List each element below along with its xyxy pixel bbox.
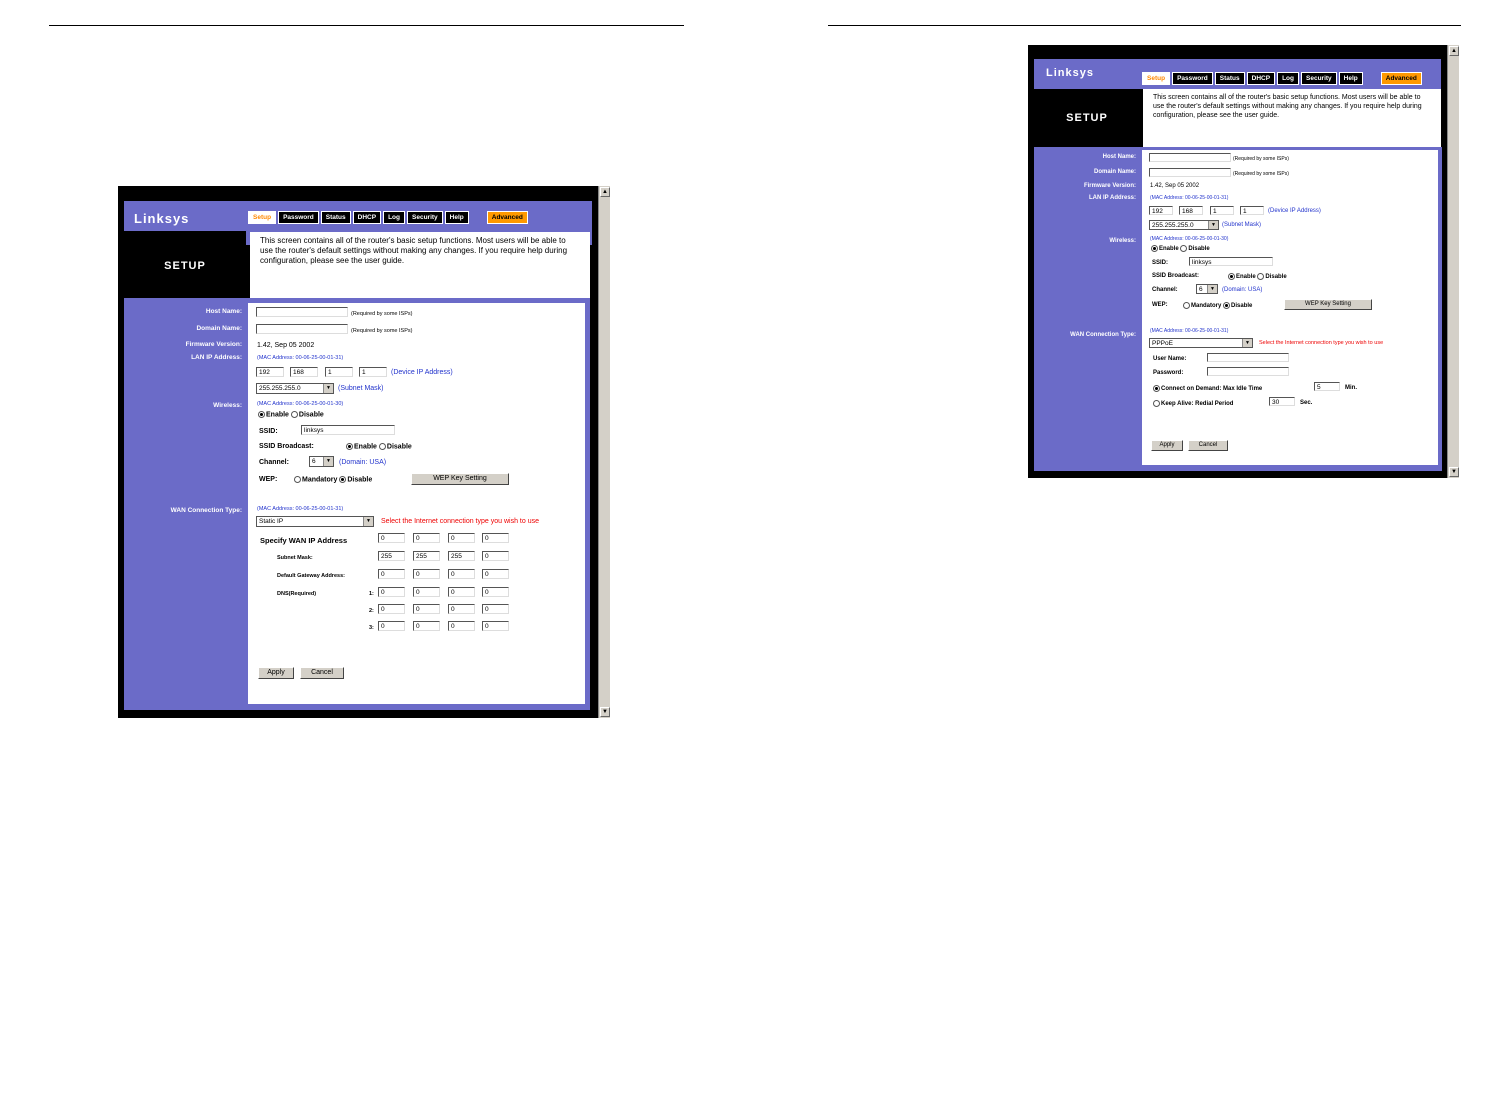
firmware-label: Firmware Version: [1083, 183, 1136, 189]
wan-type-select[interactable] [256, 516, 374, 527]
lan-ip-octet-3[interactable]: 1 [1210, 206, 1234, 215]
wep-label: WEP: [1152, 302, 1168, 308]
host-name-input[interactable] [256, 307, 348, 317]
lan-mac-address: (MAC Address: 00-06-25-00-01-31) [1150, 195, 1229, 201]
form-area [248, 303, 585, 704]
lan-ip-octet-2[interactable]: 168 [290, 367, 318, 377]
intro-text: This screen contains all of the router's basic setup functions. Most users will be able to use the router's default settings without making any changes. If you require help during configuration, please see the user guide. [250, 232, 590, 298]
ssid-broadcast-disable-label: Disable [1265, 274, 1287, 281]
subnet-mask-octet-2[interactable]: 255 [413, 551, 440, 561]
tab-help[interactable]: Help [1339, 72, 1363, 85]
min-label: Min. [1345, 385, 1357, 391]
subnet-mask-label: Subnet Mask: [277, 555, 313, 561]
wep-mandatory-label: Mandatory [302, 476, 338, 484]
wep-key-setting-button[interactable]: WEP Key Setting [411, 473, 509, 485]
tab-log[interactable]: Log [383, 211, 405, 224]
setup-screenshot-static-ip [118, 186, 610, 718]
wan-ip-octet-4[interactable]: 0 [482, 533, 509, 543]
ssid-broadcast-disable-label: Disable [386, 443, 412, 451]
wan-type-label: WAN Connection Type: [1070, 332, 1136, 338]
ssid-broadcast-enable-radio[interactable] [1228, 273, 1235, 280]
tab-advanced[interactable]: Advanced [1381, 72, 1422, 85]
cancel-button[interactable]: Cancel [300, 667, 344, 679]
tab-setup[interactable]: Setup [1142, 72, 1170, 85]
page-title: SETUP [124, 231, 246, 301]
dns3-label: 3: [369, 625, 374, 631]
wireless-enable-radio[interactable] [258, 411, 265, 418]
wan-ip-octet-3[interactable]: 0 [448, 533, 475, 543]
chevron-down-icon: ▼ [323, 384, 333, 393]
channel-select[interactable] [309, 456, 334, 467]
wan-ip-octet-1[interactable]: 0 [378, 533, 405, 543]
device-ip-note: (Device IP Address) [1268, 208, 1321, 214]
page-rule-left [49, 25, 684, 26]
gateway-octet-4[interactable]: 0 [482, 569, 509, 579]
wan-type-note: Select the Internet connection type you wish to use [1259, 340, 1384, 346]
dns2-octet-1[interactable]: 0 [378, 604, 405, 614]
ssid-input[interactable]: linksys [301, 425, 395, 435]
host-name-input[interactable] [1149, 153, 1231, 162]
ssid-broadcast-enable-label: Enable [1236, 274, 1256, 281]
tab-dhcp[interactable]: DHCP [1247, 72, 1275, 85]
wireless-label: Wireless: [1109, 238, 1136, 244]
wireless-enable-label: Enable [1159, 246, 1179, 253]
user-name-label: User Name: [1153, 356, 1187, 362]
scroll-down-icon[interactable]: ▼ [600, 707, 610, 717]
user-name-input[interactable] [1207, 353, 1289, 362]
host-name-label: Host Name: [1102, 154, 1136, 160]
connect-on-demand-label: Connect on Demand: Max Idle Time [1161, 386, 1263, 393]
wep-mandatory-radio[interactable] [1183, 302, 1190, 309]
cancel-button[interactable]: Cancel [1188, 440, 1228, 451]
domain-name-label: Domain Name: [1093, 169, 1136, 175]
wep-radio-group [1183, 302, 1252, 309]
wep-label: WEP: [259, 476, 278, 483]
dns3-octet-2[interactable]: 0 [413, 621, 440, 631]
intro-text: This screen contains all of the router's basic setup functions. Most users will be able to use the router's default settings without making any changes. If you require help during configuration, please see the user guide. [1143, 89, 1441, 147]
tab-security[interactable]: Security [1301, 72, 1337, 85]
dns3-octet-1[interactable]: 0 [378, 621, 405, 631]
ssid-broadcast-label: SSID Broadcast: [259, 443, 314, 450]
ssid-broadcast-disable-radio[interactable] [1257, 273, 1264, 280]
apply-button[interactable]: Apply [1151, 440, 1183, 451]
tab-advanced[interactable]: Advanced [487, 211, 528, 224]
tab-log[interactable]: Log [1277, 72, 1299, 85]
wireless-disable-radio[interactable] [1180, 245, 1187, 252]
redial-period-input[interactable]: 30 [1269, 397, 1295, 406]
ssid-broadcast-enable-label: Enable [354, 443, 377, 451]
linksys-logo: Linksys [1046, 67, 1094, 79]
wep-key-setting-button[interactable]: WEP Key Setting [1284, 299, 1372, 310]
ssid-broadcast-label: SSID Broadcast: [1152, 273, 1200, 279]
dns1-octet-2[interactable]: 0 [413, 587, 440, 597]
wan-type-value: Static IP [259, 518, 284, 525]
keep-alive-radio[interactable] [1153, 400, 1160, 407]
wireless-disable-label: Disable [1188, 246, 1210, 253]
subnet-note: (Subnet Mask) [338, 385, 384, 392]
wireless-mac-address: (MAC Address: 00-06-25-00-01-30) [1150, 236, 1229, 242]
tab-status[interactable]: Status [1215, 72, 1245, 85]
ssid-broadcast-enable-radio[interactable] [346, 443, 353, 450]
lan-ip-label: LAN IP Address: [1088, 195, 1136, 201]
dns2-octet-4[interactable]: 0 [482, 604, 509, 614]
subnet-mask-octet-3[interactable]: 255 [448, 551, 475, 561]
ssid-input[interactable]: linksys [1189, 257, 1273, 266]
wireless-label: Wireless: [213, 402, 242, 409]
tab-dhcp[interactable]: DHCP [353, 211, 381, 224]
ssid-broadcast-radio-group [346, 443, 412, 450]
scroll-up-icon[interactable]: ▲ [1449, 46, 1459, 56]
wireless-enable-radio[interactable] [1151, 245, 1158, 252]
lan-ip-octet-4[interactable]: 1 [359, 367, 387, 377]
chevron-down-icon: ▼ [323, 457, 333, 466]
wan-mac-address: (MAC Address: 00-06-25-00-01-31) [257, 506, 344, 512]
keep-alive-label: Keep Alive: Redial Period [1161, 401, 1234, 408]
lan-ip-octet-1[interactable]: 192 [256, 367, 284, 377]
dns2-label: 2: [369, 608, 374, 614]
wireless-disable-radio[interactable] [291, 411, 298, 418]
lan-subnet-select[interactable] [1149, 220, 1219, 230]
page-title: SETUP [1034, 89, 1140, 147]
chevron-down-icon: ▼ [1242, 339, 1252, 347]
channel-value: 6 [1199, 286, 1203, 293]
sec-label: Sec. [1300, 400, 1313, 406]
ssid-label: SSID: [259, 428, 278, 435]
gateway-octet-1[interactable]: 0 [378, 569, 405, 579]
gateway-octet-3[interactable]: 0 [448, 569, 475, 579]
wan-type-value: PPPoE [1152, 340, 1173, 347]
ssid-broadcast-disable-radio[interactable] [379, 443, 386, 450]
wireless-enable-label: Enable [266, 411, 289, 419]
dns1-octet-4[interactable]: 0 [482, 587, 509, 597]
lan-mac-address: (MAC Address: 00-06-25-00-01-31) [257, 355, 344, 361]
page-rule-right [828, 25, 1461, 26]
lan-subnet-value: 255.255.255.0 [259, 385, 301, 392]
scroll-down-icon[interactable]: ▼ [1449, 467, 1459, 477]
firmware-label: Firmware Version: [185, 341, 242, 348]
tab-bar [248, 211, 528, 224]
dns3-octet-4[interactable]: 0 [482, 621, 509, 631]
connect-on-demand-option [1153, 385, 1262, 392]
tab-password[interactable]: Password [278, 211, 319, 224]
vertical-scrollbar[interactable] [598, 186, 610, 718]
wan-mac-address: (MAC Address: 00-06-25-00-01-31) [1150, 328, 1229, 334]
host-name-note: (Required by some ISPs) [1233, 156, 1289, 162]
channel-label: Channel: [259, 459, 289, 466]
setup-screenshot-pppoe [1028, 45, 1459, 478]
subnet-mask-octet-1[interactable]: 255 [378, 551, 405, 561]
gateway-label: Default Gateway Address: [277, 573, 345, 579]
dns-label: DNS(Required) [277, 591, 317, 597]
wan-ip-octet-2[interactable]: 0 [413, 533, 440, 543]
wan-type-note: Select the Internet connection type you wish to use [381, 518, 539, 525]
gateway-octet-2[interactable]: 0 [413, 569, 440, 579]
device-ip-note: (Device IP Address) [391, 369, 453, 376]
domain-note: (Domain: USA) [339, 459, 387, 466]
dns2-octet-3[interactable]: 0 [448, 604, 475, 614]
channel-select[interactable] [1196, 284, 1218, 294]
tab-setup[interactable]: Setup [248, 211, 276, 224]
connect-on-demand-radio[interactable] [1153, 385, 1160, 392]
max-idle-time-input[interactable]: 5 [1314, 382, 1340, 391]
specify-wan-ip-label: Specify WAN IP Address [260, 536, 348, 545]
tab-help[interactable]: Help [445, 211, 469, 224]
wep-disable-label: Disable [1231, 303, 1253, 310]
wep-mandatory-radio[interactable] [294, 476, 301, 483]
apply-button[interactable]: Apply [258, 667, 294, 679]
host-name-label: Host Name: [205, 308, 242, 315]
channel-value: 6 [312, 458, 316, 465]
lan-ip-octet-3[interactable]: 1 [325, 367, 353, 377]
lan-subnet-value: 255.255.255.0 [1152, 222, 1194, 229]
ssid-label: SSID: [1152, 260, 1169, 266]
tab-security[interactable]: Security [407, 211, 443, 224]
lan-ip-octet-2[interactable]: 168 [1179, 206, 1203, 215]
wan-type-label: WAN Connection Type: [170, 507, 242, 514]
wireless-radio-group [258, 411, 324, 418]
dns1-octet-1[interactable]: 0 [378, 587, 405, 597]
dns1-label: 1: [369, 591, 374, 597]
lan-ip-octet-1[interactable]: 192 [1149, 206, 1173, 215]
chevron-down-icon: ▼ [1207, 285, 1217, 293]
scroll-up-icon[interactable]: ▲ [600, 187, 610, 197]
password-label: Password: [1153, 370, 1184, 376]
domain-name-note: (Required by some ISPs) [1233, 171, 1289, 177]
lan-ip-octet-4[interactable]: 1 [1240, 206, 1264, 215]
wan-type-select[interactable] [1149, 338, 1253, 348]
domain-name-label: Domain Name: [196, 325, 242, 332]
wep-radio-group [294, 476, 372, 483]
wep-disable-radio[interactable] [339, 476, 346, 483]
header-bar [1034, 59, 1441, 89]
ssid-broadcast-radio-group [1228, 273, 1287, 280]
wireless-mac-address: (MAC Address: 00-06-25-00-01-30) [257, 401, 344, 407]
firmware-value: 1.42, Sep 05 2002 [257, 342, 315, 349]
dns3-octet-3[interactable]: 0 [448, 621, 475, 631]
domain-name-input[interactable] [256, 324, 348, 334]
wep-disable-radio[interactable] [1223, 302, 1230, 309]
dns2-octet-2[interactable]: 0 [413, 604, 440, 614]
subnet-note: (Subnet Mask) [1222, 222, 1262, 228]
wep-mandatory-label: Mandatory [1191, 303, 1222, 310]
domain-name-input[interactable] [1149, 168, 1231, 177]
channel-label: Channel: [1152, 287, 1178, 293]
subnet-mask-octet-4[interactable]: 0 [482, 551, 509, 561]
lan-subnet-select[interactable] [256, 383, 334, 394]
wireless-radio-group [1151, 245, 1210, 252]
vertical-scrollbar[interactable] [1447, 45, 1459, 478]
lan-ip-label: LAN IP Address: [191, 354, 242, 361]
chevron-down-icon: ▼ [1208, 221, 1218, 229]
tab-status[interactable]: Status [321, 211, 351, 224]
dns1-octet-3[interactable]: 0 [448, 587, 475, 597]
keep-alive-option [1153, 400, 1233, 407]
chevron-down-icon: ▼ [363, 517, 373, 526]
password-input[interactable] [1207, 367, 1289, 376]
host-name-note: (Required by some ISPs) [351, 311, 413, 317]
tab-bar [1142, 72, 1422, 85]
domain-name-note: (Required by some ISPs) [351, 328, 413, 334]
tab-password[interactable]: Password [1172, 72, 1213, 85]
wireless-disable-label: Disable [298, 411, 324, 419]
form-area [1142, 150, 1438, 465]
firmware-value: 1.42, Sep 05 2002 [1150, 183, 1200, 189]
wep-disable-label: Disable [347, 476, 373, 484]
domain-note: (Domain: USA) [1222, 287, 1263, 293]
linksys-logo: Linksys [134, 211, 190, 226]
